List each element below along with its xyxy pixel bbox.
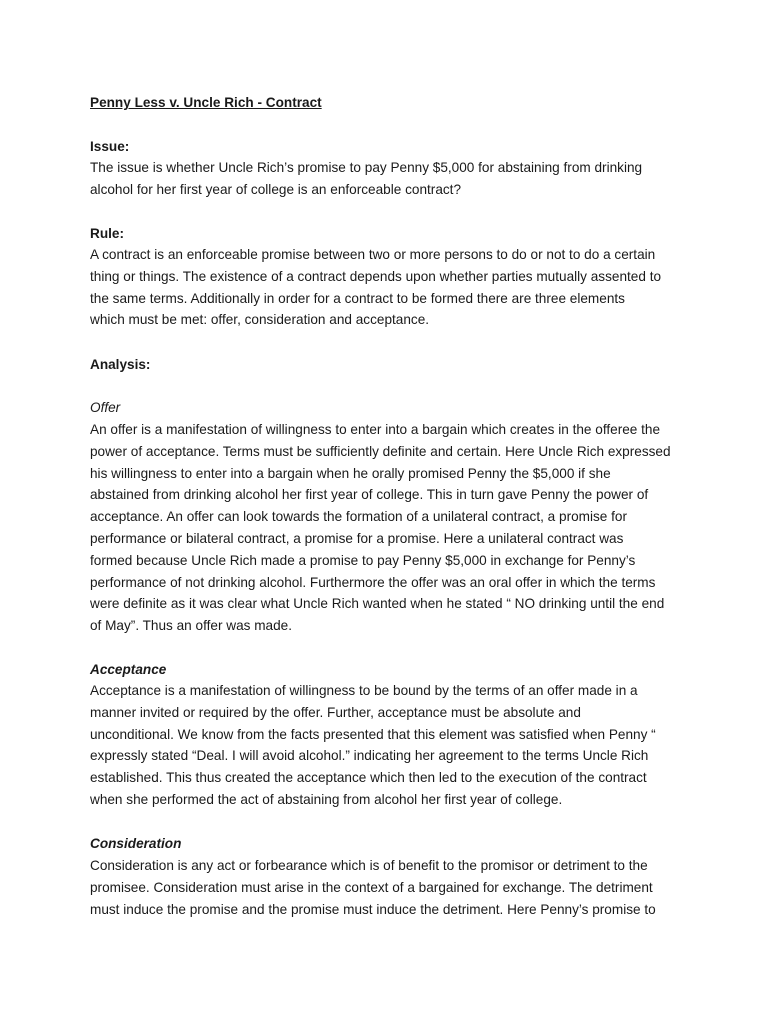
rule-line: A contract is an enforceable promise between two or more persons to do or not to do a certain: [90, 247, 656, 262]
issue-paragraph: [90, 157, 690, 201]
consideration-paragraph: [90, 855, 690, 920]
offer-line: formed because Uncle Rich made a promise to pay Penny $5,000 in exchange for Penny’s: [90, 552, 636, 568]
acceptance-line: manner invited or required by the offer. Further, acceptance must be absolute and: [90, 704, 581, 720]
offer-line: performance of not drinking alcohol. Furthermore the offer was an oral offer in which the terms: [90, 574, 656, 590]
issue-heading: Issue:: [90, 139, 130, 154]
acceptance-line: when she performed the act of abstaining from alcohol her first year of college.: [90, 791, 563, 807]
rule-line: which must be met: offer, consideration and acceptance.: [90, 312, 430, 328]
rule-line: thing or things. The existence of a contract depends upon whether parties mutually assented to: [90, 268, 662, 284]
acceptance-line: unconditional. We know from the facts presented that this element was satisfied when Penny “: [90, 726, 656, 742]
offer-line: were definite as it was clear what Uncle Rich wanted when he stated “ NO drinking until the end: [90, 596, 665, 612]
offer-line: An offer is a manifestation of willingness to enter into a bargain which creates in the offeree the: [90, 422, 661, 437]
acceptance-line: Acceptance is a manifestation of willingness to be bound by the terms of an offer made in a: [90, 683, 638, 698]
issue-line: The issue is whether Uncle Rich’s promise to pay Penny $5,000 for abstaining from drinking: [90, 160, 643, 175]
rule-paragraph: [90, 244, 690, 331]
issue-line: alcohol for her first year of college is an enforceable contract?: [90, 181, 462, 197]
consideration-heading: Consideration: [90, 836, 182, 851]
consideration-line: promisee. Consideration must arise in the context of a bargained for exchange. The detriment: [90, 879, 653, 895]
acceptance-line: established. This thus created the acceptance which then led to the execution of the contract: [90, 770, 647, 786]
offer-paragraph: [90, 419, 690, 637]
acceptance-heading: Acceptance: [90, 662, 167, 677]
offer-line: his willingness to enter into a bargain when he orally promised Penny the $5,000 if she: [90, 465, 611, 481]
consideration-line: must induce the promise and the promise must induce the detriment. Here Penny’s promise to: [90, 901, 656, 917]
rule-line: the same terms. Additionally in order for a contract to be formed there are three elements: [90, 290, 625, 306]
offer-line: of May”. Thus an offer was made.: [90, 618, 292, 634]
analysis-heading: Analysis:: [90, 357, 151, 372]
offer-line: abstained from drinking alcohol her first year of college. This in turn gave Penny the power of: [90, 487, 649, 503]
rule-heading: Rule:: [90, 226, 124, 241]
offer-heading: Offer: [90, 400, 121, 415]
acceptance-line: expressly stated “Deal. I will avoid alcohol.” indicating her agreement to the terms Uncle Rich: [90, 748, 649, 764]
offer-line: power of acceptance. Terms must be sufficiently definite and certain. Here Uncle Rich expressed: [90, 443, 671, 459]
consideration-line: Consideration is any act or forbearance which is of benefit to the promisor or detriment to the: [90, 858, 648, 873]
document-title: Penny Less v. Uncle Rich - Contract: [90, 95, 322, 110]
offer-line: performance or bilateral contract, a promise for a promise. Here a unilateral contract was: [90, 530, 624, 546]
acceptance-paragraph: [90, 680, 690, 811]
offer-line: acceptance. An offer can look towards the formation of a unilateral contract, a promise for: [90, 509, 627, 525]
